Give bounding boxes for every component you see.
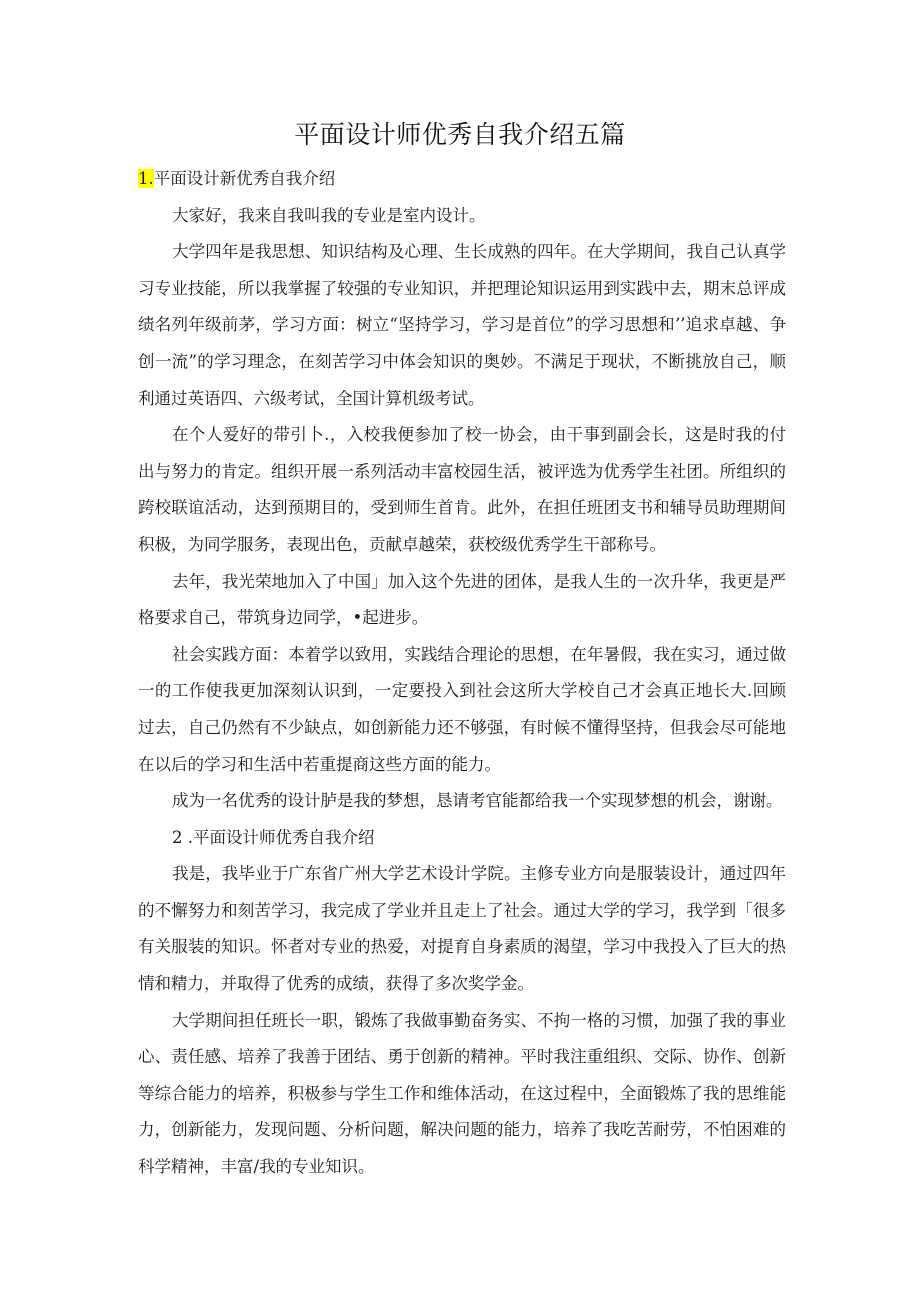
paragraph: 在个人爱好的带引卜.，入校我便参加了校一协会，由干事到副会长，这是时我的付出与努力的肯定。组织开展一系列活动丰富校园生活，被评选为优秀学生社团。所组织的跨校联谊活动，达到预期目的，受到师生首肯。此外，在担任班团支书和辅导员助理期间积极，为同学服务，表现出色，贡献卓越荣，获校级优秀学生干部称号。 bbox=[138, 425, 786, 554]
paragraph: 去年，我光荣地加入了中国」加入这个先进的团体，是我人生的一次升华，我更是严格要求自己，带筑身边同学，•起进步。 bbox=[138, 571, 786, 628]
paragraph: 大学四年是我思想、知识结构及心理、生长成熟的四年。在大学期间，我自己认真学习专业技能，所以我掌握了较强的专业知识，并把理论知识运用到实践中去，期末总评成绩名列年级前茅，学习方面：树立“坚持学习，学习是首位”的学习思想和’’追求卓越、争创一流”的学习理念，在刻苦学习中体会知识的奥妙。不满足于现状，不断挑放自己，顺利通过英语四、六级考试，全国计算机级考试。 bbox=[138, 242, 786, 408]
paragraph: 我是，我毕业于广东省广州大学艺术设计学院。主修专业方向是服装设计，通过四年的不懈努力和刻苦学习，我完成了学业并且走上了社会。通过大学的学习，我学到「很多有关服装的知识。怀者对专业的热爱，对提育自身素质的渴望，学习中我投入了巨大的热情和精力，并取得了优秀的成绩，获得了多次奖学金。 bbox=[138, 864, 786, 994]
paragraph: 成为一名优秀的设计胪是我的梦想，恳请考官能都给我一个实现梦想的机会，谢谢。 bbox=[172, 791, 783, 811]
section-2-heading: 2 .平面设计师优秀自我介绍 bbox=[172, 827, 375, 847]
section-1-heading-text: 平面设计新优秀自我介绍 bbox=[153, 169, 336, 188]
document-title: 平面设计师优秀自我介绍五篇 bbox=[294, 120, 626, 149]
paragraph: 大学期间担任班长一职，锻炼了我做事勤奋务实、不拘一格的习惯，加强了我的事业心、责任感、培养了我善于团结、勇于创新的精神。平时我注重组织、交际、协作、创新等综合能力的培养，积极参与学生工作和维体活动，在这过程中，全面锻炼了我的思维能力，创新能力，发现问题、分析问题，解决问题的能力，培养了我吃苦耐劳，不怕困难的科学精神，丰富/我的专业知识。 bbox=[138, 1010, 786, 1177]
section-1-heading bbox=[138, 161, 786, 198]
document-body bbox=[138, 161, 786, 1186]
paragraph: 大家好，我来自我叫我的专业是室内设计。 bbox=[172, 205, 486, 225]
paragraph: 社会实践方面：本着学以致用，实践结合理论的思想，在年暑假，我在实习，通过做一的工作使我更加深刻认识到，一定要投入到社会这所大学校自己才会真正地长大.回顾过去，自己仍然有不少缺点，如创新能力还不够强，有时候不懂得坚持，但我会尽可能地在以后的学习和生活中若重提商这些方面的能力。 bbox=[138, 644, 786, 774]
highlighted-number: 1. bbox=[138, 169, 154, 188]
